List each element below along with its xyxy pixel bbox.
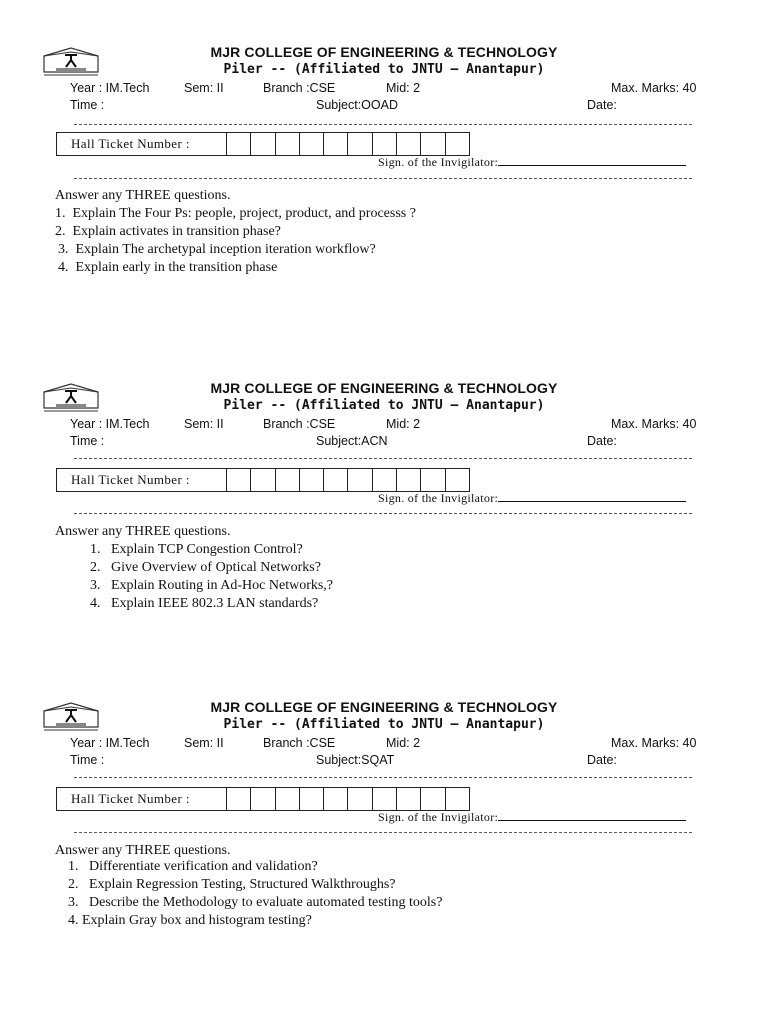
sign-line[interactable]: [498, 811, 686, 821]
hall-ticket-cell[interactable]: [276, 133, 300, 155]
hall-ticket-cell[interactable]: [251, 133, 275, 155]
year: Year : IM.Tech: [70, 417, 150, 431]
branch: Branch :CSE: [263, 736, 336, 750]
divider: [74, 777, 692, 778]
question-item: 1. Explain TCP Congestion Control?: [90, 542, 303, 557]
hall-ticket-cell[interactable]: [300, 133, 324, 155]
time: Time :: [70, 753, 105, 767]
hall-ticket-cell[interactable]: [300, 469, 324, 491]
max-marks: Max. Marks: 40: [611, 736, 697, 750]
hall-ticket-cell[interactable]: [446, 133, 469, 155]
time: Time :: [70, 98, 105, 112]
subject: Subject:OOAD: [316, 98, 398, 112]
hall-ticket-cell[interactable]: [227, 788, 251, 810]
hall-ticket-cell[interactable]: [348, 133, 372, 155]
college-name: MJR COLLEGE OF ENGINEERING & TECHNOLOGY: [210, 380, 558, 396]
hall-ticket-cell[interactable]: [397, 133, 421, 155]
divider: [74, 832, 692, 833]
hall-ticket-box: [56, 787, 470, 811]
invigilator-sign: [378, 810, 686, 825]
time: Time :: [70, 434, 105, 448]
hall-ticket-box: [56, 132, 470, 156]
year: Year : IM.Tech: [70, 81, 150, 95]
hall-ticket-cell[interactable]: [373, 469, 397, 491]
question-item: 3. Describe the Methodology to evaluate automated testing tools?: [68, 895, 443, 910]
hall-ticket-cell[interactable]: [446, 469, 469, 491]
hall-ticket-cell[interactable]: [348, 788, 372, 810]
hall-ticket-cell[interactable]: [373, 788, 397, 810]
branch: Branch :CSE: [263, 81, 336, 95]
invigilator-sign: [378, 491, 686, 506]
divider: [74, 124, 692, 125]
date: Date:: [587, 753, 617, 767]
question-item: 1. Differentiate verification and validation?: [68, 859, 318, 874]
question-item: 2. Explain activates in transition phase?: [55, 224, 281, 239]
sign-line[interactable]: [498, 492, 686, 502]
mid: Mid: 2: [386, 736, 421, 750]
hall-ticket-cell[interactable]: [227, 133, 251, 155]
affiliation: Piler -- (Affiliated to JNTU – Anantapur): [223, 717, 545, 732]
college-name: MJR COLLEGE OF ENGINEERING & TECHNOLOGY: [210, 44, 558, 60]
hall-ticket-cell[interactable]: [397, 788, 421, 810]
subject: Subject:SQAT: [316, 753, 395, 767]
question-paper-acn: [0, 382, 768, 682]
mid: Mid: 2: [386, 417, 421, 431]
invigilator-sign: [378, 155, 686, 170]
question-item: 2. Explain Regression Testing, Structured Walkthroughs?: [68, 877, 396, 892]
question-item: 3. Explain The archetypal inception iteration workflow?: [58, 242, 376, 257]
hall-ticket-cell[interactable]: [373, 133, 397, 155]
hall-ticket-cell[interactable]: [324, 469, 348, 491]
question-item: 4. Explain IEEE 802.3 LAN standards?: [90, 596, 319, 611]
question-paper-sqat: [0, 701, 768, 1001]
hall-ticket-cell[interactable]: [251, 469, 275, 491]
affiliation: Piler -- (Affiliated to JNTU – Anantapur): [223, 62, 545, 77]
sign-label: Sign. of the Invigilator:: [378, 155, 499, 169]
hall-ticket-cell[interactable]: [421, 469, 445, 491]
branch: Branch :CSE: [263, 417, 336, 431]
hall-ticket-cell[interactable]: [446, 788, 469, 810]
divider: [74, 513, 692, 514]
question-paper-ooad: [0, 46, 768, 346]
hall-ticket-label: Hall Ticket Number :: [57, 788, 227, 810]
sign-label: Sign. of the Invigilator:: [378, 810, 499, 824]
college-name: MJR COLLEGE OF ENGINEERING & TECHNOLOGY: [210, 699, 558, 715]
hall-ticket-cell[interactable]: [300, 788, 324, 810]
divider: [74, 458, 692, 459]
year: Year : IM.Tech: [70, 736, 150, 750]
question-item: 4. Explain Gray box and histogram testing?: [68, 913, 312, 928]
mid: Mid: 2: [386, 81, 421, 95]
semester: Sem: II: [184, 81, 224, 95]
hall-ticket-cell[interactable]: [251, 788, 275, 810]
date: Date:: [587, 98, 617, 112]
hall-ticket-label: Hall Ticket Number :: [57, 133, 227, 155]
hall-ticket-cell[interactable]: [227, 469, 251, 491]
question-item: 2. Give Overview of Optical Networks?: [90, 560, 321, 575]
hall-ticket-cell[interactable]: [421, 788, 445, 810]
question-item: 3. Explain Routing in Ad-Hoc Networks,?: [90, 578, 334, 593]
hall-ticket-cell[interactable]: [397, 469, 421, 491]
hall-ticket-cell[interactable]: [276, 469, 300, 491]
semester: Sem: II: [184, 417, 224, 431]
instruction: Answer any THREE questions.: [55, 188, 231, 203]
max-marks: Max. Marks: 40: [611, 81, 697, 95]
sign-label: Sign. of the Invigilator:: [378, 491, 499, 505]
hall-ticket-cell[interactable]: [421, 133, 445, 155]
hall-ticket-cell[interactable]: [324, 788, 348, 810]
hall-ticket-cell[interactable]: [276, 788, 300, 810]
instruction: Answer any THREE questions.: [55, 524, 231, 539]
semester: Sem: II: [184, 736, 224, 750]
instruction: Answer any THREE questions.: [55, 843, 231, 858]
divider: [74, 178, 692, 179]
hall-ticket-cell[interactable]: [348, 469, 372, 491]
sign-line[interactable]: [498, 156, 686, 166]
hall-ticket-label: Hall Ticket Number :: [57, 469, 227, 491]
question-item: 1. Explain The Four Ps: people, project, product, and processs ?: [55, 206, 416, 221]
subject: Subject:ACN: [316, 434, 388, 448]
hall-ticket-cell[interactable]: [324, 133, 348, 155]
affiliation: Piler -- (Affiliated to JNTU – Anantapur): [223, 398, 545, 413]
question-item: 4. Explain early in the transition phase: [58, 260, 278, 275]
hall-ticket-box: [56, 468, 470, 492]
max-marks: Max. Marks: 40: [611, 417, 697, 431]
date: Date:: [587, 434, 617, 448]
